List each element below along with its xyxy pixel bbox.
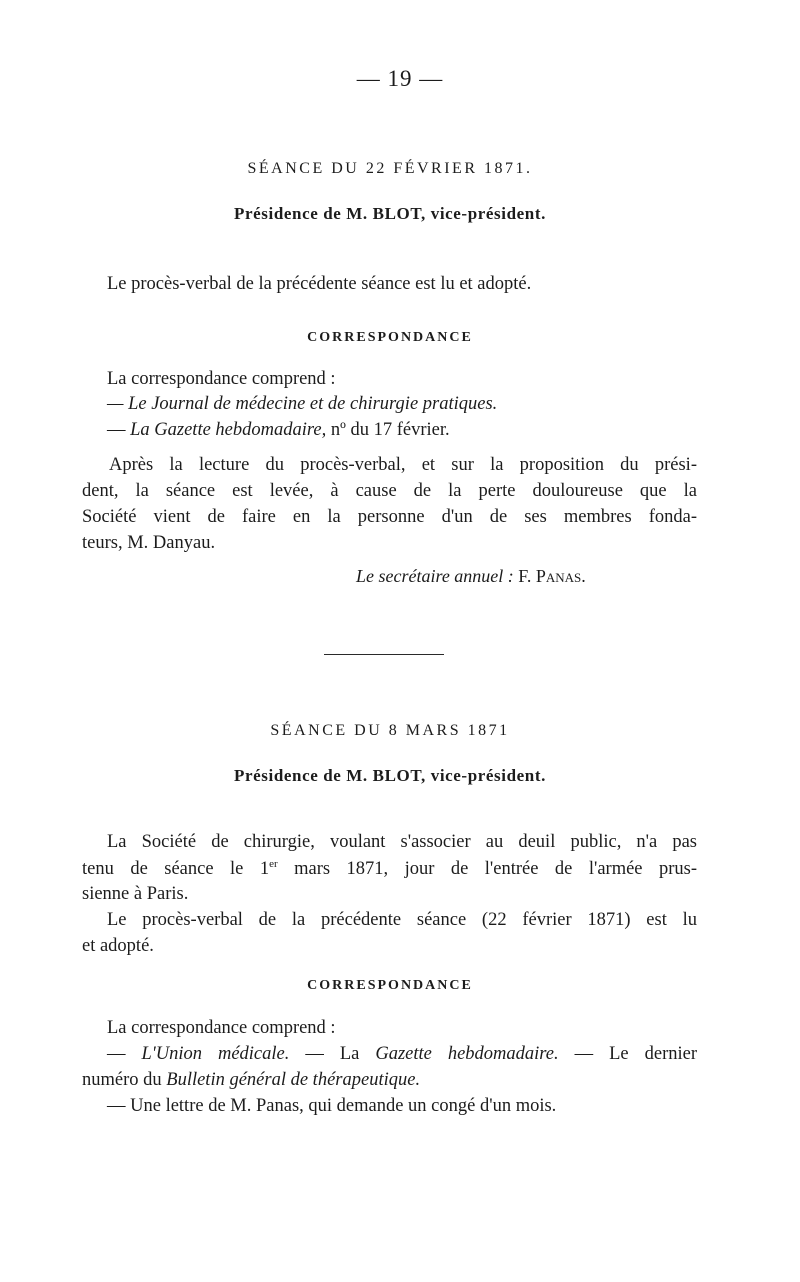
- session-2-paragraph-line: sienne à Paris.: [82, 884, 189, 904]
- session-2-correspondence-heading: CORRESPONDANCE: [307, 978, 473, 993]
- session-1-paragraph-line: Après la lecture du procès-verbal, et sur la proposition du prési-: [109, 455, 697, 475]
- session-2-correspondence-item: — Une lettre de M. Panas, qui demande un congé d'un mois.: [107, 1096, 557, 1116]
- session-1-correspondence-intro: La correspondance comprend :: [107, 369, 336, 389]
- session-2-paragraph-line: et adopté.: [82, 936, 154, 956]
- session-2-correspondence-intro: La correspondance comprend :: [107, 1018, 336, 1038]
- session-1-minutes: Le procès-verbal de la précédente séance est lu et adopté.: [107, 274, 532, 294]
- session-1-paragraph-line: teurs, M. Danyau.: [82, 533, 216, 553]
- ordinal-superscript: er: [269, 858, 278, 870]
- section-divider: [324, 654, 444, 655]
- session-2-presidency: Présidence de M. BLOT, vice-président.: [234, 766, 546, 785]
- session-1-paragraph-line: dent, la séance est levée, à cause de la perte douloureuse que la: [82, 481, 697, 501]
- journal-title: Bulletin général de thérapeutique.: [166, 1070, 421, 1090]
- text: numéro du: [82, 1070, 167, 1090]
- session-1-correspondence-heading: CORRESPONDANCE: [307, 330, 473, 345]
- dash: —: [107, 420, 131, 440]
- issue-detail: nº du 17 février.: [326, 420, 450, 440]
- session-1-paragraph-line: Société vient de faire en la personne d'un de ses membres fonda-: [82, 507, 697, 527]
- signature-role: Le secrétaire annuel :: [356, 566, 514, 586]
- session-1-correspondence-item: [107, 420, 697, 441]
- session-2-paragraph-line: Le procès-verbal de la précédente séance (22 février 1871) est lu: [107, 910, 697, 930]
- session-2-paragraph-line: La Société de chirurgie, voulant s'associer au deuil public, n'a pas: [107, 832, 697, 852]
- journal-title: Gazette hebdomadaire.: [375, 1044, 559, 1064]
- session-1-presidency: Présidence de M. BLOT, vice-président.: [234, 204, 546, 223]
- session-2-title: SÉANCE DU 8 MARS 1871: [270, 722, 510, 739]
- session-2-correspondence-item: [82, 1070, 672, 1091]
- session-1-correspondence-item: — Le Journal de médecine et de chirurgie pratiques.: [107, 394, 498, 414]
- text: — Le dernier: [558, 1044, 697, 1064]
- session-2-paragraph-line: [82, 858, 697, 880]
- text: tenu de séance le 1: [82, 859, 270, 880]
- text: mars 1871, jour de l'entrée de l'armée prus-: [277, 859, 697, 880]
- journal-title: L'Union médicale.: [141, 1044, 290, 1064]
- session-1-title: SÉANCE DU 22 FÉVRIER 1871.: [247, 160, 533, 177]
- dash: —: [107, 1044, 142, 1064]
- signature-name: F. Panas.: [518, 566, 586, 586]
- text: — La: [289, 1044, 376, 1064]
- page-number: — 19 —: [356, 66, 444, 91]
- journal-title: La Gazette hebdomadaire,: [130, 420, 327, 440]
- session-2-correspondence-item: [107, 1044, 697, 1065]
- signature: [356, 566, 586, 587]
